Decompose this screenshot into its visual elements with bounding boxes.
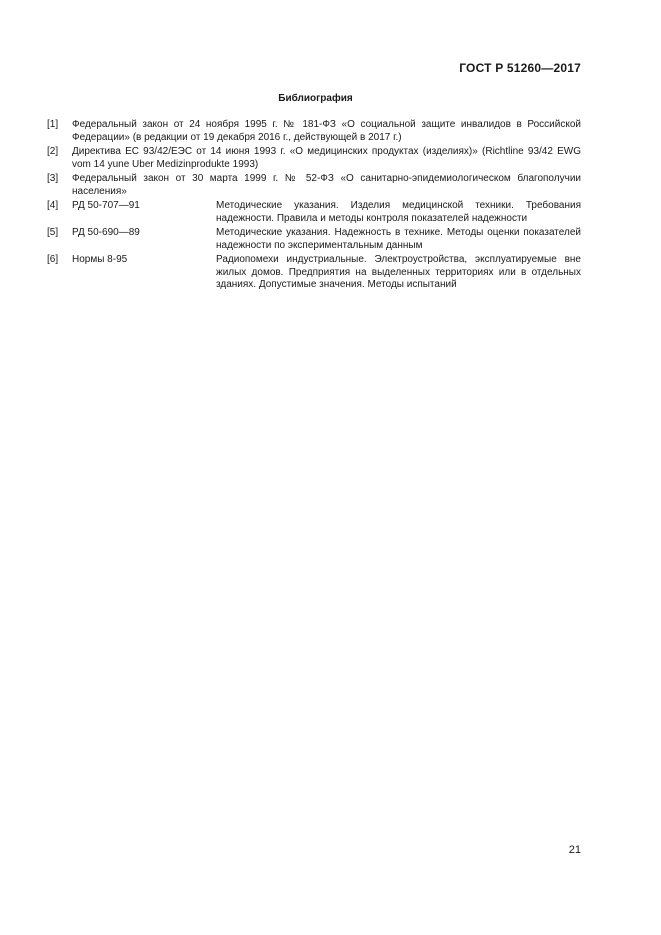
document-code: ГОСТ Р 51260—2017 bbox=[459, 61, 581, 75]
entry-number: [5] bbox=[47, 227, 59, 238]
page-number: 21 bbox=[568, 844, 581, 856]
entry-text: Методические указания. Надежность в технике. Методы оценки показателей надежности по экспериментальным данным bbox=[216, 227, 581, 251]
bibliography-entry-3 bbox=[47, 173, 581, 198]
entry-text: Директива ЕС 93/42/ЕЭС от 14 июня 1993 г. «О медицинских продуктах (изделиях)» (Richtline 93/42 EWG vom 14 yune Uber Medizinprodukte 1993) bbox=[72, 146, 581, 170]
bibliography-entry-5 bbox=[47, 227, 581, 252]
entry-code: РД 50-707—91 bbox=[72, 200, 140, 211]
bibliography-title: Библиография bbox=[278, 93, 353, 104]
entry-text: Методические указания. Изделия медицинской техники. Требования надежности. Правила и методы контроля показателей надежности bbox=[216, 200, 581, 224]
entry-text: Радиопомехи индустриальные. Электроустройства, эксплуатируемые вне жилых домов. Предприятия на выделенных территориях или в отдельных зданиях. Допустимые значения. Методы испытаний bbox=[216, 254, 581, 290]
entry-number: [1] bbox=[47, 119, 59, 130]
entry-number: [2] bbox=[47, 146, 59, 157]
entry-text: Федеральный закон от 30 марта 1999 г. № 52-ФЗ «О санитарно-эпидемиологическом благополучии населения» bbox=[72, 173, 581, 197]
bibliography-entry-4 bbox=[47, 200, 581, 225]
entry-number: [4] bbox=[47, 200, 59, 211]
entry-code: Нормы 8-95 bbox=[72, 254, 128, 265]
entry-text: Федеральный закон от 24 ноября 1995 г. № 181-ФЗ «О социальной защите инвалидов в Российской Федерации» (в редакции от 19 декабря 2016 г., действующей в 2017 г.) bbox=[72, 119, 581, 143]
bibliography-entry-1 bbox=[47, 119, 581, 144]
entry-number: [3] bbox=[47, 173, 59, 184]
bibliography-entry-2 bbox=[47, 146, 581, 171]
bibliography-list bbox=[47, 119, 581, 294]
bibliography-entry-6 bbox=[47, 254, 581, 292]
entry-number: [6] bbox=[47, 254, 59, 265]
entry-code: РД 50-690—89 bbox=[72, 227, 140, 238]
